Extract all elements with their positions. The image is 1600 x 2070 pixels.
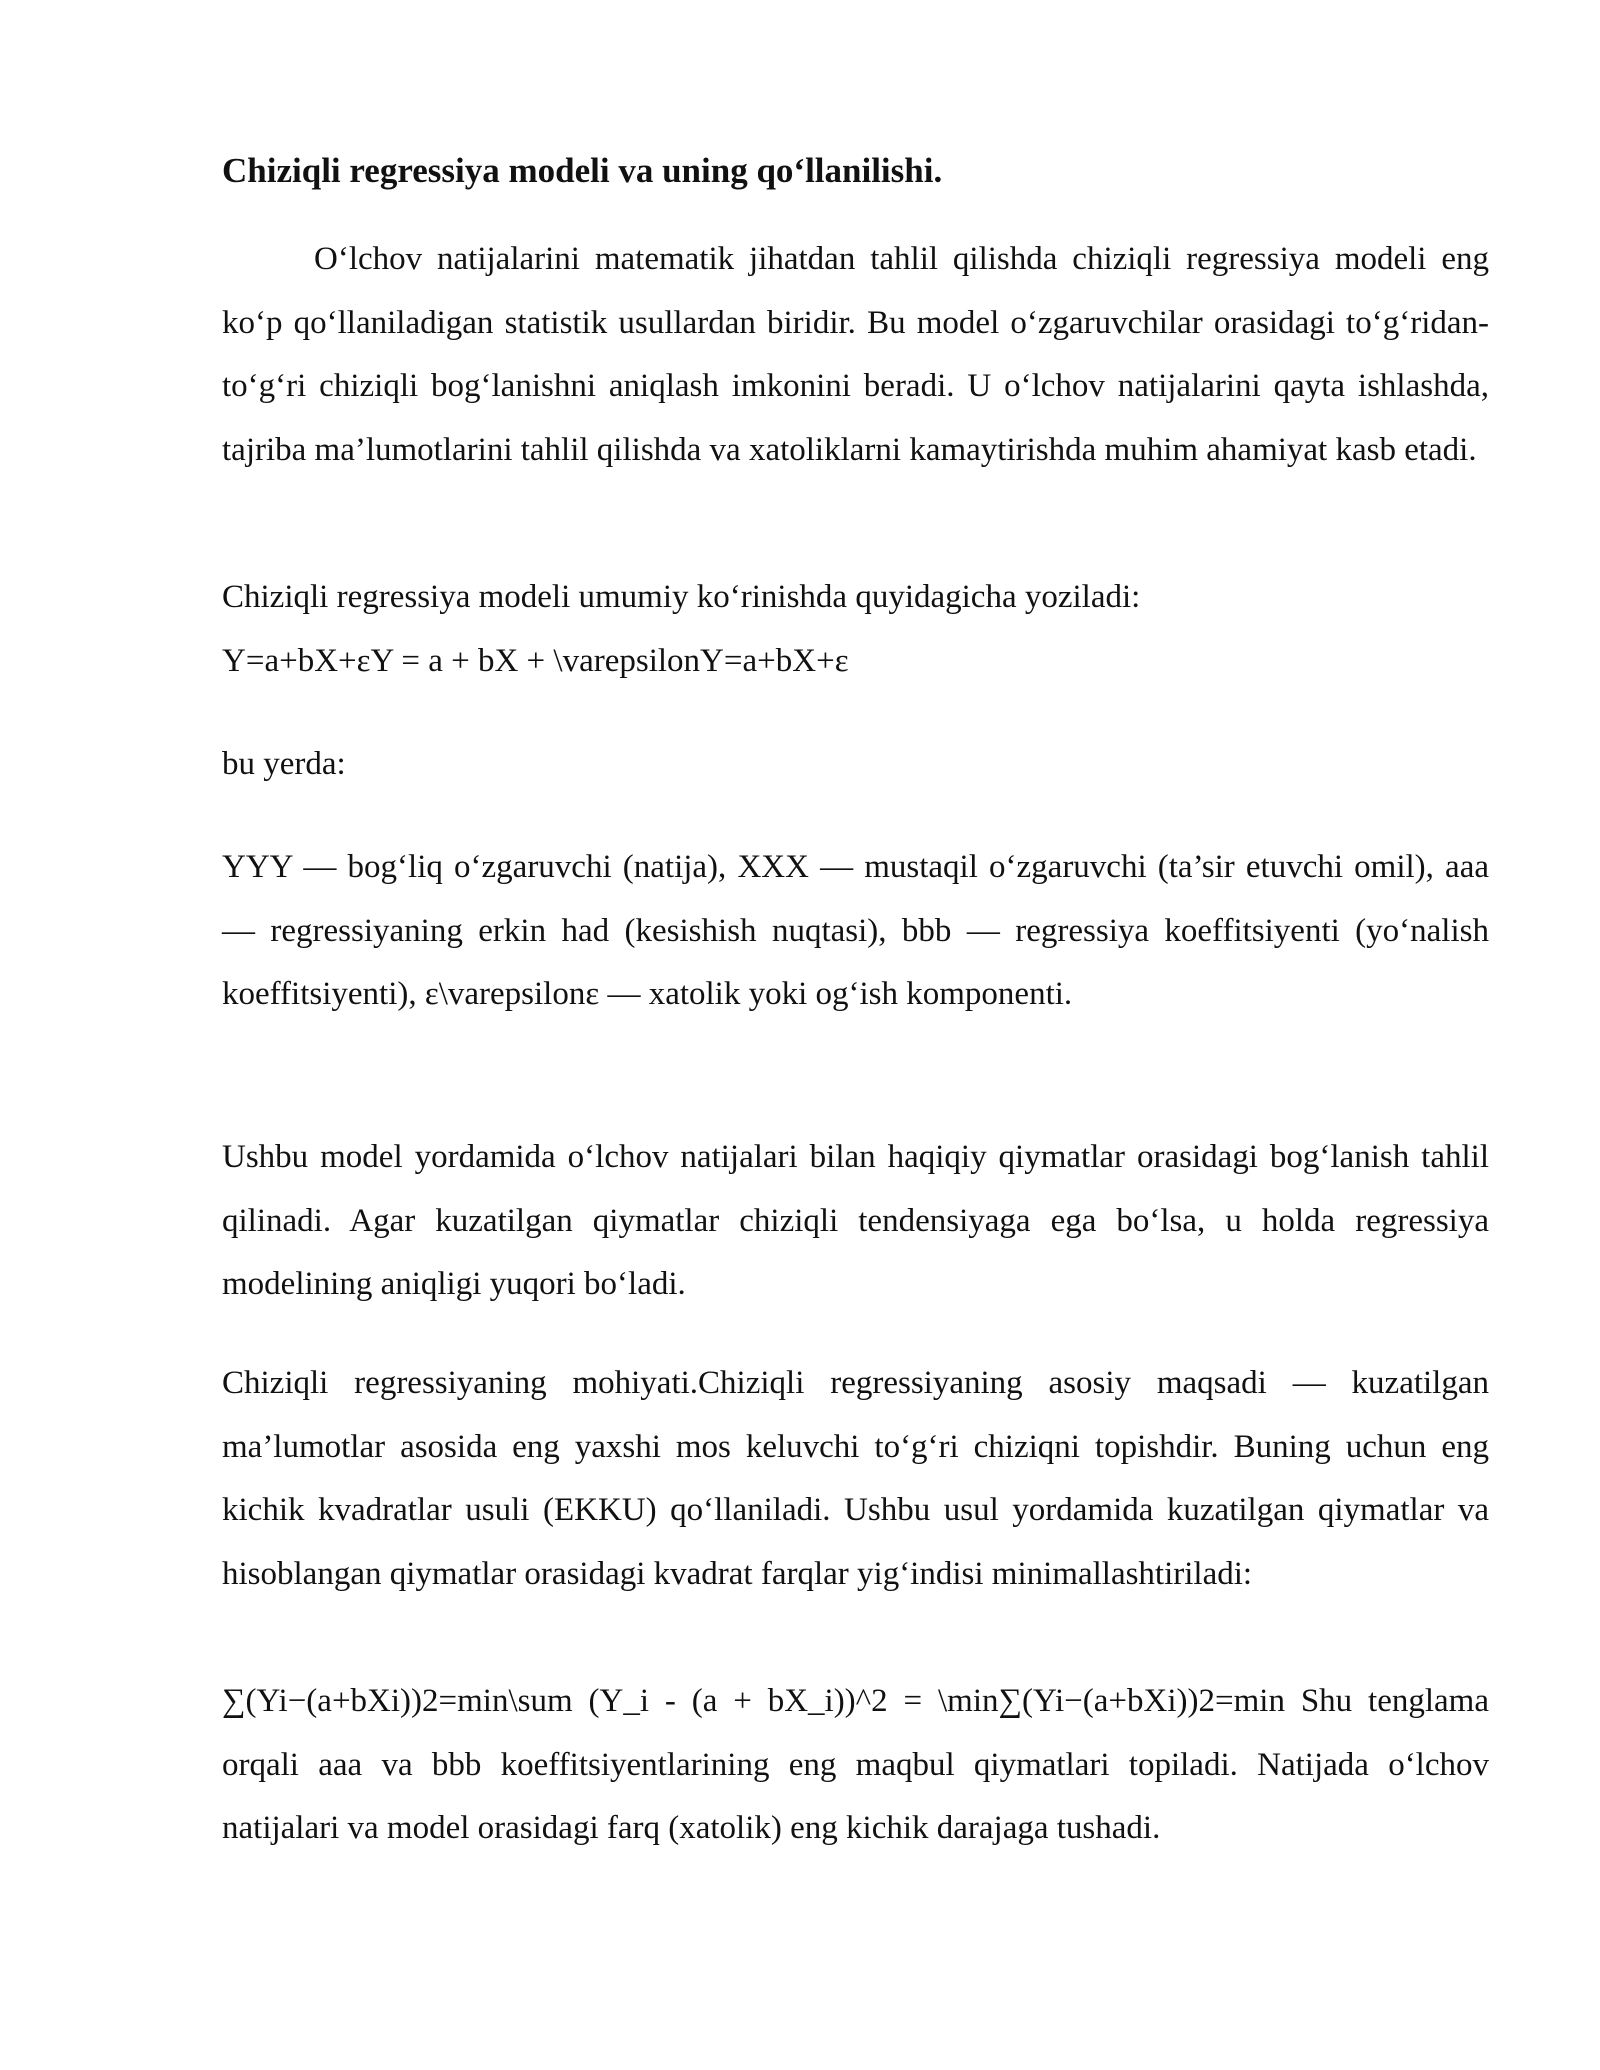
paragraph-essence: Chiziqli regressiyaning mohiyati.Chiziqli regressiyaning asosiy maqsadi — kuzatilgan ma’lumotlar asosida eng yaxshi mos keluvchi to‘g‘ri chiziqni topishdir. Buning uchun eng kichik kvadratlar usuli (EKKU) qo‘llaniladi. Ushbu usul yordamida kuzatilgan qiymatlar va hisoblangan qiymatlar orasidagi kvadrat farqlar yig‘indisi minimallashtiriladi: [222, 1365, 1489, 1592]
paragraph-where: bu yerda: [222, 746, 346, 782]
paragraph-least-squares: ∑(Yi−(a+bXi))2=min\sum (Y_i - (a + bX_i))^2 = \min∑(Yi−(a+bXi))2=min Shu tenglama orqali aaa va bbb koeffitsiyentlarining eng maqbul qiymatlari topiladi. Natijada o‘lchov natijalari va model orasidagi farq (xatolik) eng kichik darajaga tushadi. [222, 1683, 1489, 1846]
paragraph-general-form: Chiziqli regressiya modeli umumiy ko‘rinishda quyidagicha yoziladi: [222, 579, 1141, 615]
document-title: Chiziqli regressiya modeli va uning qo‘llanilishi. [222, 151, 943, 190]
paragraph-analysis: Ushbu model yordamida o‘lchov natijalari bilan haqiqiy qiymatlar orasidagi bog‘lanish tahlil qilinadi. Agar kuzatilgan qiymatlar chiziqli tendensiyaga ega bo‘lsa, u holda regressiya modelining aniqligi yuqori bo‘ladi. [222, 1139, 1489, 1302]
formula-linear-model: Y=a+bX+εY = a + bX + \varepsilonY=a+bX+ε [222, 643, 849, 679]
paragraph-definitions: YYY — bog‘liq o‘zgaruvchi (natija), XXX — mustaqil o‘zgaruvchi (ta’sir etuvchi omil), aaa — regressiyaning erkin had (kesishish nuqtasi), bbb — regressiya koeffitsiyenti (yo‘nalish koeffitsiyenti), ε\varepsilonε — xatolik yoki og‘ish komponenti. [222, 849, 1489, 1012]
paragraph-intro: O‘lchov natijalarini matematik jihatdan tahlil qilishda chiziqli regressiya modeli eng ko‘p qo‘llaniladigan statistik usullardan biridir. Bu model o‘zgaruvchilar orasidagi to‘g‘ridan-to‘g‘ri chiziqli bog‘lanishni aniqlash imkonini beradi. U o‘lchov natijalarini qayta ishlashda, tajriba ma’lumotlarini tahlil qilishda va xatoliklarni kamaytirishda muhim ahamiyat kasb etadi. [222, 241, 1489, 468]
